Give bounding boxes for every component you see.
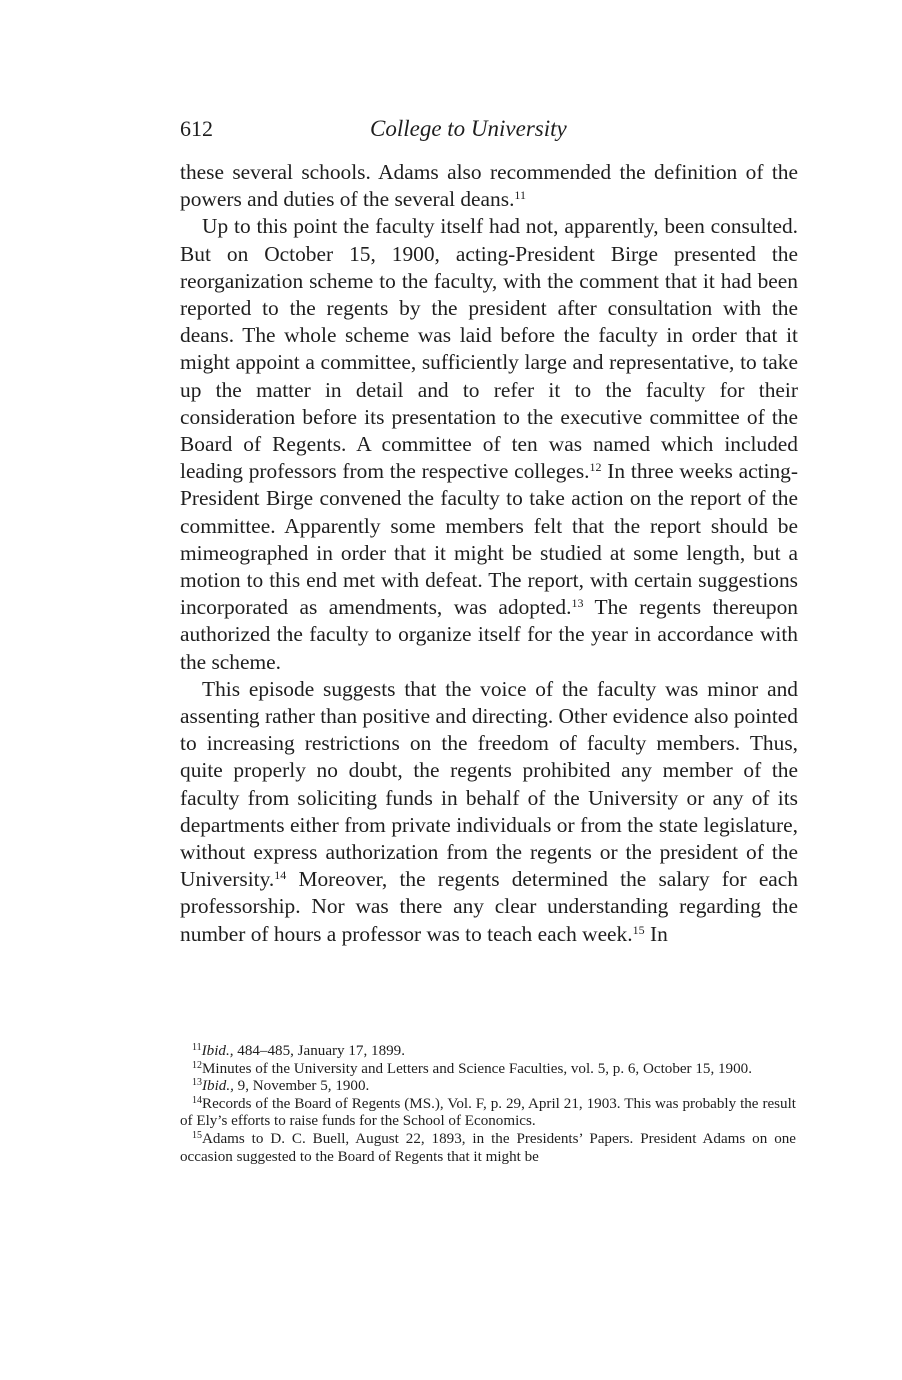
footnote-reference: 15	[632, 922, 645, 937]
paragraph	[180, 676, 798, 948]
footnote-number: 15	[192, 1129, 202, 1141]
footnote-text: 484–485, January 17, 1899.	[233, 1043, 405, 1059]
footnote-number: 11	[192, 1042, 202, 1053]
footnote-citation-italic: Ibid.,	[202, 1078, 234, 1095]
footnote	[180, 1043, 796, 1061]
footnote	[180, 1096, 796, 1131]
footnote	[180, 1061, 796, 1079]
paragraph	[180, 213, 798, 675]
footnote-reference: 13	[571, 596, 584, 611]
footnote-text: Records of the Board of Regents (MS.), Vol. F, p. 29, April 21, 1903. This was probably the result of Ely’s efforts to raise funds for the School of Economics.	[180, 1095, 796, 1130]
footnote-number: 12	[192, 1059, 202, 1071]
footnote-text: Adams to D. C. Buell, August 22, 1893, in the Presidents’ Papers. President Adams on one occasion suggested to the Board of Regents that it might be	[180, 1130, 796, 1165]
footnote-text: Minutes of the University and Letters and Science Faculties, vol. 5, p. 6, October 15, 1900.	[202, 1060, 752, 1077]
paragraph-text: This episode suggests that the voice of the faculty was minor and assenting rather than positive and directing. Other evidence also pointed to increasing restrictions on the freedom of faculty members. Thus, quite properly no doubt, the regents prohibited any member of the faculty from soliciting funds in behalf of the University or any of its departments either from private individuals or from the state legislature, without express authorization from the regents or the president of the University.	[180, 676, 798, 892]
footnote-reference: 11	[514, 188, 526, 203]
paragraph-text: these several schools. Adams also recommended the definition of the powers and duties of the several deans.	[180, 160, 798, 212]
page-header	[180, 116, 800, 150]
footnote-citation-italic: Ibid.,	[201, 1043, 234, 1059]
running-title: College to University	[370, 116, 567, 141]
footnote-reference: 14	[274, 868, 287, 883]
page-number: 612	[180, 116, 213, 141]
footnote-text: 9, November 5, 1900.	[233, 1078, 370, 1095]
footnote-number: 13	[192, 1077, 202, 1089]
footnote-number: 14	[192, 1094, 202, 1106]
footnote	[180, 1078, 796, 1096]
footnote-reference: 12	[589, 460, 602, 475]
paragraph-text: The regents thereupon authorized the faculty to organize itself for the year in accordance with the scheme.	[180, 595, 798, 674]
paragraph-text: In three weeks acting-President Birge convened the faculty to take action on the report of the committee. Apparently some members felt that the report should be mimeographed in order that it might be studied at some length, but a motion to this end met with defeat. The report, with certain suggestions incorporated as amendments, was adopted.	[180, 459, 799, 620]
paragraph-text: Moreover, the regents determined the salary for each professorship. Nor was there any clear understanding regarding the number of hours a professor was to teach each week.	[180, 867, 798, 946]
footnote	[180, 1131, 796, 1166]
paragraph-text: Up to this point the faculty itself had not, apparently, been consulted. But on October 15, 1900, acting-President Birge presented the reorganization scheme to the faculty, with the comment that it had been reported to the regents by the president after consultation with the deans. The whole scheme was laid before the faculty in order that it might appoint a committee, sufficiently large and representative, to take up the matter in detail and to refer it to the faculty for their consideration before its presentation to the executive committee of the Board of Regents. A committee of ten was named which included leading professors from the respective colleges.	[180, 214, 798, 484]
body-text	[180, 159, 798, 948]
paragraph	[180, 159, 798, 213]
paragraph-text: In	[644, 921, 668, 946]
footnotes	[180, 1043, 796, 1166]
